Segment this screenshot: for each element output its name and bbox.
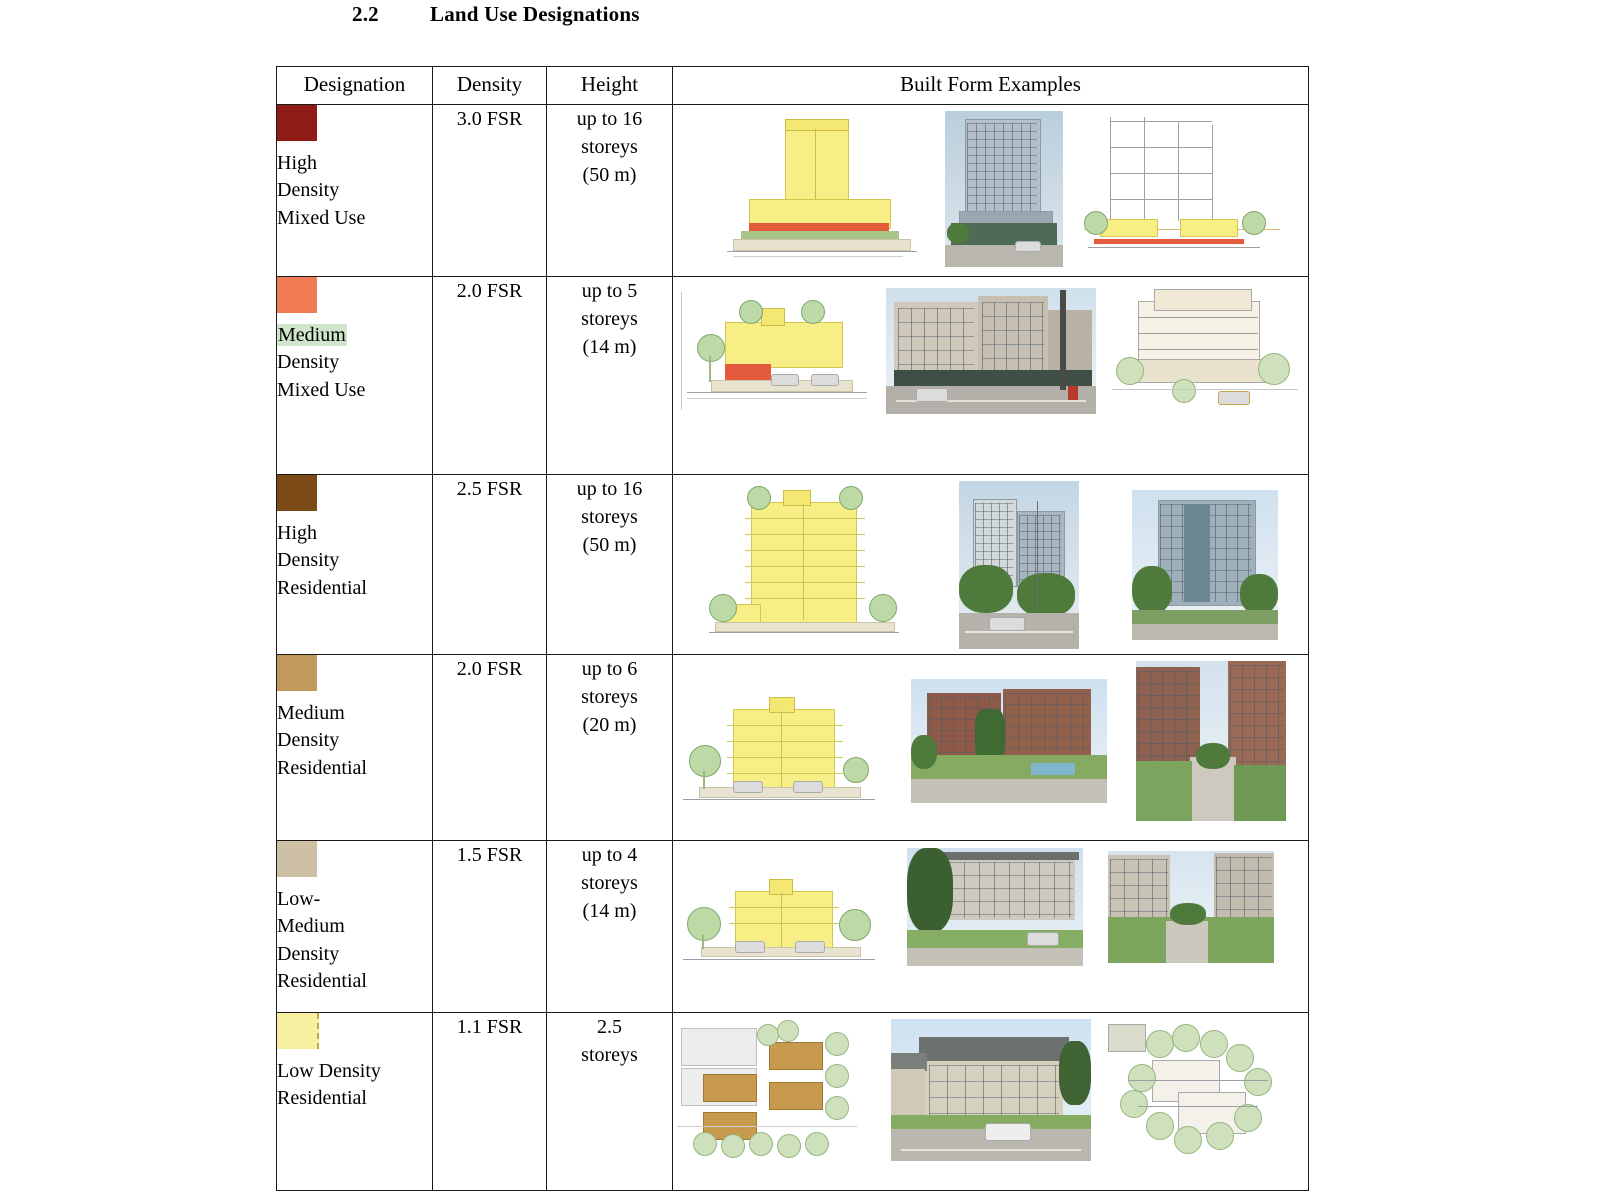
built-form-sketch-axonometric-block — [1108, 283, 1304, 419]
designation-cell — [277, 841, 433, 1013]
column-header-built-form-examples: Built Form Examples — [673, 67, 1309, 105]
color-swatch — [277, 655, 317, 691]
density-cell: 2.0 FSR — [433, 655, 547, 841]
built-form-photo-single-family-homes — [891, 1019, 1091, 1161]
density-cell: 2.0 FSR — [433, 277, 547, 475]
table-row — [277, 277, 1309, 475]
section-title: Land Use Designations — [430, 2, 640, 26]
built-form-photo-midrise-glass — [1132, 490, 1278, 640]
built-form-examples-cell — [673, 475, 1309, 655]
built-form-examples-cell — [673, 105, 1309, 277]
table-row — [277, 105, 1309, 277]
built-form-photo-courtyard-path — [1108, 851, 1274, 963]
table-row — [277, 655, 1309, 841]
designation-label: Low Density Residential — [277, 1060, 381, 1110]
height-cell: up to 5 storeys (14 m) — [547, 277, 673, 475]
built-form-sketch-tower-podium — [723, 111, 923, 271]
color-swatch — [277, 475, 317, 511]
built-form-photo-highrise-tower — [945, 111, 1063, 267]
height-cell: up to 16 storeys (50 m) — [547, 105, 673, 277]
designation-cell — [277, 655, 433, 841]
built-form-photo-mixed-use-corner — [886, 288, 1096, 414]
designation-cell — [277, 105, 433, 277]
built-form-sketch-lowrise-section — [677, 847, 881, 967]
column-header-density: Density — [433, 67, 547, 105]
designation-cell — [277, 1013, 433, 1191]
built-form-photo-lowrise-apartments — [907, 848, 1083, 966]
built-form-sketch-midrise-section — [677, 671, 881, 811]
built-form-examples-cell — [673, 841, 1309, 1013]
height-cell: 2.5 storeys — [547, 1013, 673, 1191]
designation-label: High Density Mixed Use — [277, 152, 366, 229]
density-cell: 3.0 FSR — [433, 105, 547, 277]
built-form-examples-cell — [673, 277, 1309, 475]
built-form-photo-residential-towers — [959, 481, 1079, 649]
built-form-sketch-residential-tower — [705, 482, 905, 648]
built-form-sketch-site-plan — [677, 1020, 873, 1160]
designation-cell — [277, 475, 433, 655]
density-cell: 2.5 FSR — [433, 475, 547, 655]
table-header-row — [277, 67, 1309, 105]
built-form-examples-cell — [673, 1013, 1309, 1191]
built-form-sketch-street-section — [677, 286, 873, 416]
color-swatch — [277, 841, 317, 877]
built-form-photo-townhouse-street — [1136, 661, 1286, 821]
column-header-height: Height — [547, 67, 673, 105]
designation-cell — [277, 277, 433, 475]
color-swatch — [277, 105, 317, 141]
color-swatch — [277, 277, 317, 313]
designation-label: High Density Residential — [277, 522, 367, 599]
section-heading — [352, 2, 640, 27]
table-row — [277, 841, 1309, 1013]
designation-label: Medium Density Residential — [277, 702, 367, 779]
built-form-examples-cell — [673, 655, 1309, 841]
built-form-photo-apartment-courtyard — [911, 679, 1107, 803]
color-swatch — [277, 1013, 319, 1049]
land-use-designations-table — [276, 66, 1309, 1191]
density-cell: 1.1 FSR — [433, 1013, 547, 1191]
designation-label: Low- Medium Density Residential — [277, 888, 367, 993]
built-form-sketch-section-elevation — [1084, 111, 1280, 269]
built-form-sketch-axonometric-lowrise — [1108, 1020, 1288, 1160]
column-header-designation: Designation — [277, 67, 433, 105]
density-cell: 1.5 FSR — [433, 841, 547, 1013]
height-cell: up to 6 storeys (20 m) — [547, 655, 673, 841]
table-row — [277, 1013, 1309, 1191]
height-cell: up to 16 storeys (50 m) — [547, 475, 673, 655]
height-cell: up to 4 storeys (14 m) — [547, 841, 673, 1013]
section-number: 2.2 — [352, 2, 379, 26]
designation-label: Medium Density Mixed Use — [277, 324, 366, 401]
table-row — [277, 475, 1309, 655]
